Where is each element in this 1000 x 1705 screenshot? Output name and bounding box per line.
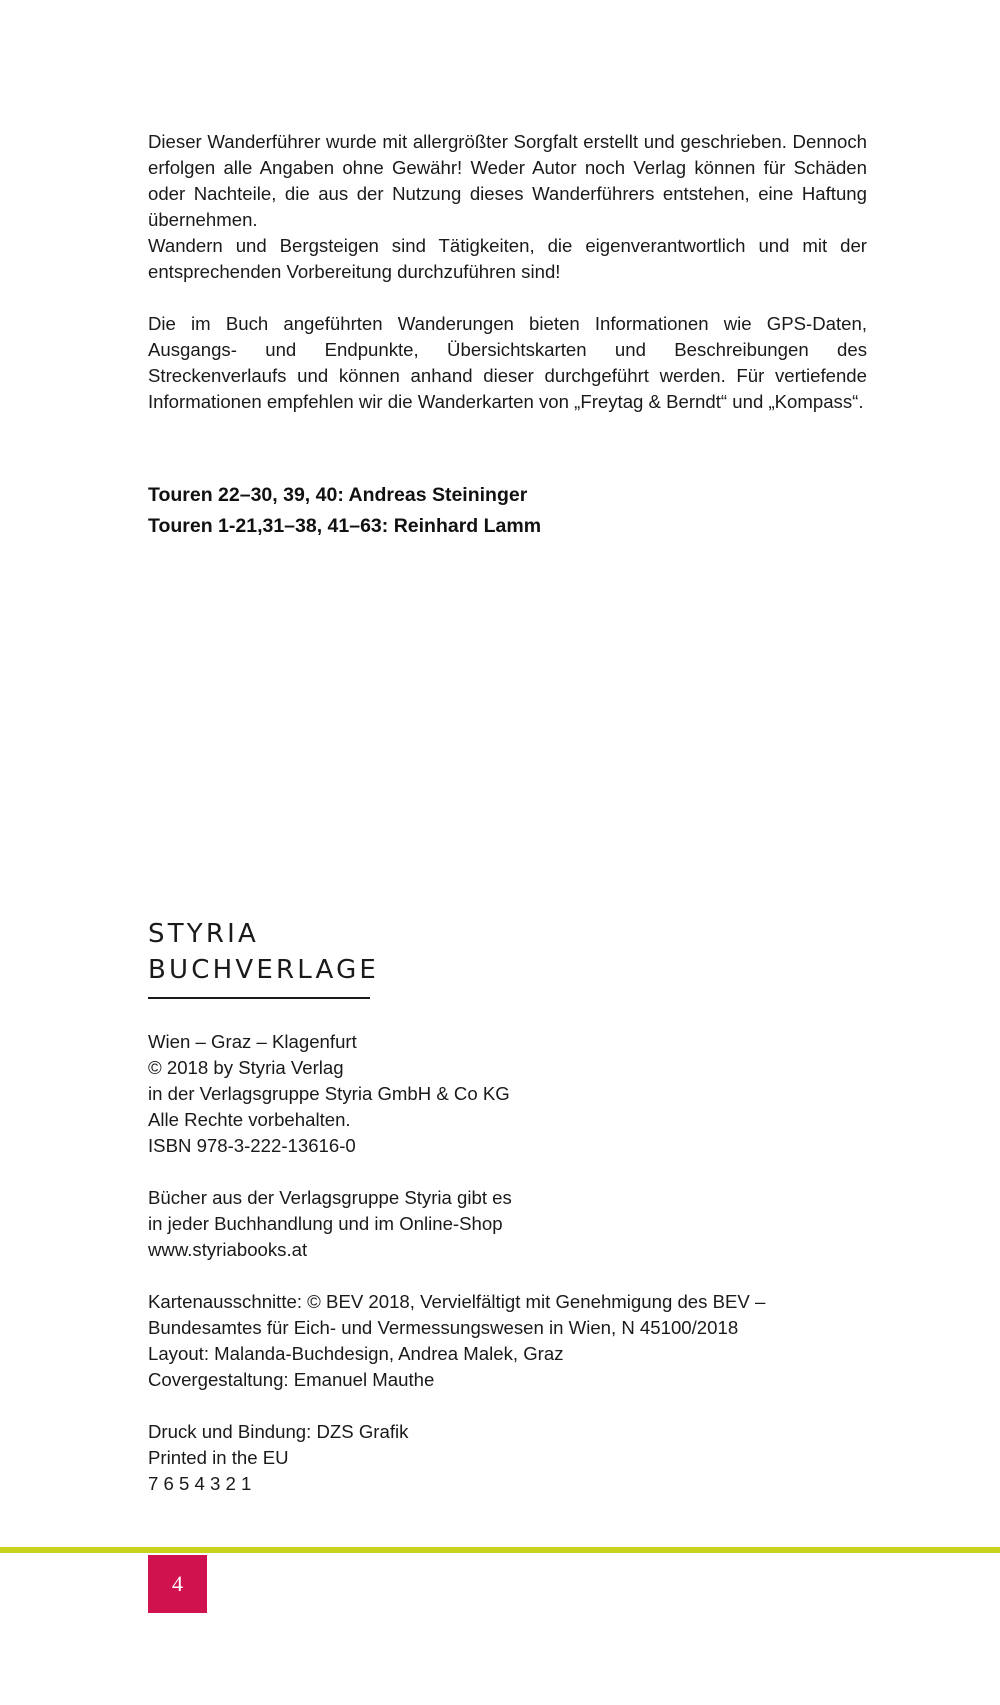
disclaimer-paragraph-2: Wandern und Bergsteigen sind Tätigkeiten, die eigenverantwortlich und mit der entsprechenden Vorbereitung durchzuführen sind!: [148, 235, 867, 282]
imprint-line: Wien – Graz – Klagenfurt: [148, 1031, 357, 1052]
imprint-credits-block: [148, 1289, 867, 1393]
imprint-line: in der Verlagsgruppe Styria GmbH & Co KG: [148, 1083, 510, 1104]
imprint-line: Bundesamtes für Eich- und Vermessungswesen in Wien, N 45100/2018: [148, 1317, 739, 1338]
imprint-line: Kartenausschnitte: © BEV 2018, Vervielfältigt mit Genehmigung des BEV –: [148, 1291, 766, 1312]
imprint-line: Druck und Bindung: DZS Grafik: [148, 1421, 409, 1442]
imprint-line: Alle Rechte vorbehalten.: [148, 1109, 351, 1130]
imprint-line: Printed in the EU: [148, 1447, 289, 1468]
logo-line-1: STYRIA: [148, 919, 259, 949]
imprint-line: Layout: Malanda-Buchdesign, Andrea Malek, Graz: [148, 1343, 564, 1364]
logo-underline: [148, 997, 370, 999]
disclaimer-text: [148, 129, 867, 415]
website-url: www.styriabooks.at: [148, 1239, 308, 1260]
imprint: [148, 1029, 867, 1523]
author-line-1: Touren 22–30, 39, 40: Andreas Steininger: [148, 484, 528, 506]
publisher-logo: [148, 916, 380, 999]
page-number: 4: [148, 1555, 207, 1613]
disclaimer-paragraph-1: Dieser Wanderführer wurde mit allergrößter Sorgfalt erstellt und geschrieben. Dennoch erfolgen alle Angaben ohne Gewähr! Weder Autor noch Verlag können für Schäden oder Nachteile, die aus der Nutzung dieses Wanderführers entstehen, eine Haftung übernehmen.: [148, 131, 867, 230]
imprint-line: in jeder Buchhandlung und im Online-Shop: [148, 1213, 503, 1234]
isbn: ISBN 978-3-222-13616-0: [148, 1135, 356, 1156]
imprint-line: Bücher aus der Verlagsgruppe Styria gibt es: [148, 1187, 512, 1208]
imprint-publisher-block: [148, 1029, 867, 1159]
disclaimer-paragraph-3: Die im Buch angeführten Wanderungen bieten Informationen wie GPS-Daten, Ausgangs- und Endpunkte, Übersichtskarten und Beschreibungen des Streckenverlaufs und können anhand dieser durchgeführt werden. Für vertiefende Informationen empfehlen wir die Wanderkarten von „Freytag & Berndt“ und „Kompass“.: [148, 313, 867, 412]
imprint-shop-block: [148, 1185, 867, 1263]
imprint-line: Covergestaltung: Emanuel Mauthe: [148, 1369, 435, 1390]
footer-accent-bar: [0, 1547, 1000, 1553]
imprint-line: © 2018 by Styria Verlag: [148, 1057, 344, 1078]
imprint-print-block: [148, 1419, 867, 1497]
author-line-2: Touren 1-21,31–38, 41–63: Reinhard Lamm: [148, 515, 542, 537]
authors-credits: [148, 480, 867, 542]
logo-line-2: BUCHVERLAGE: [148, 955, 380, 985]
print-run-numbers: 7 6 5 4 3 2 1: [148, 1473, 252, 1494]
